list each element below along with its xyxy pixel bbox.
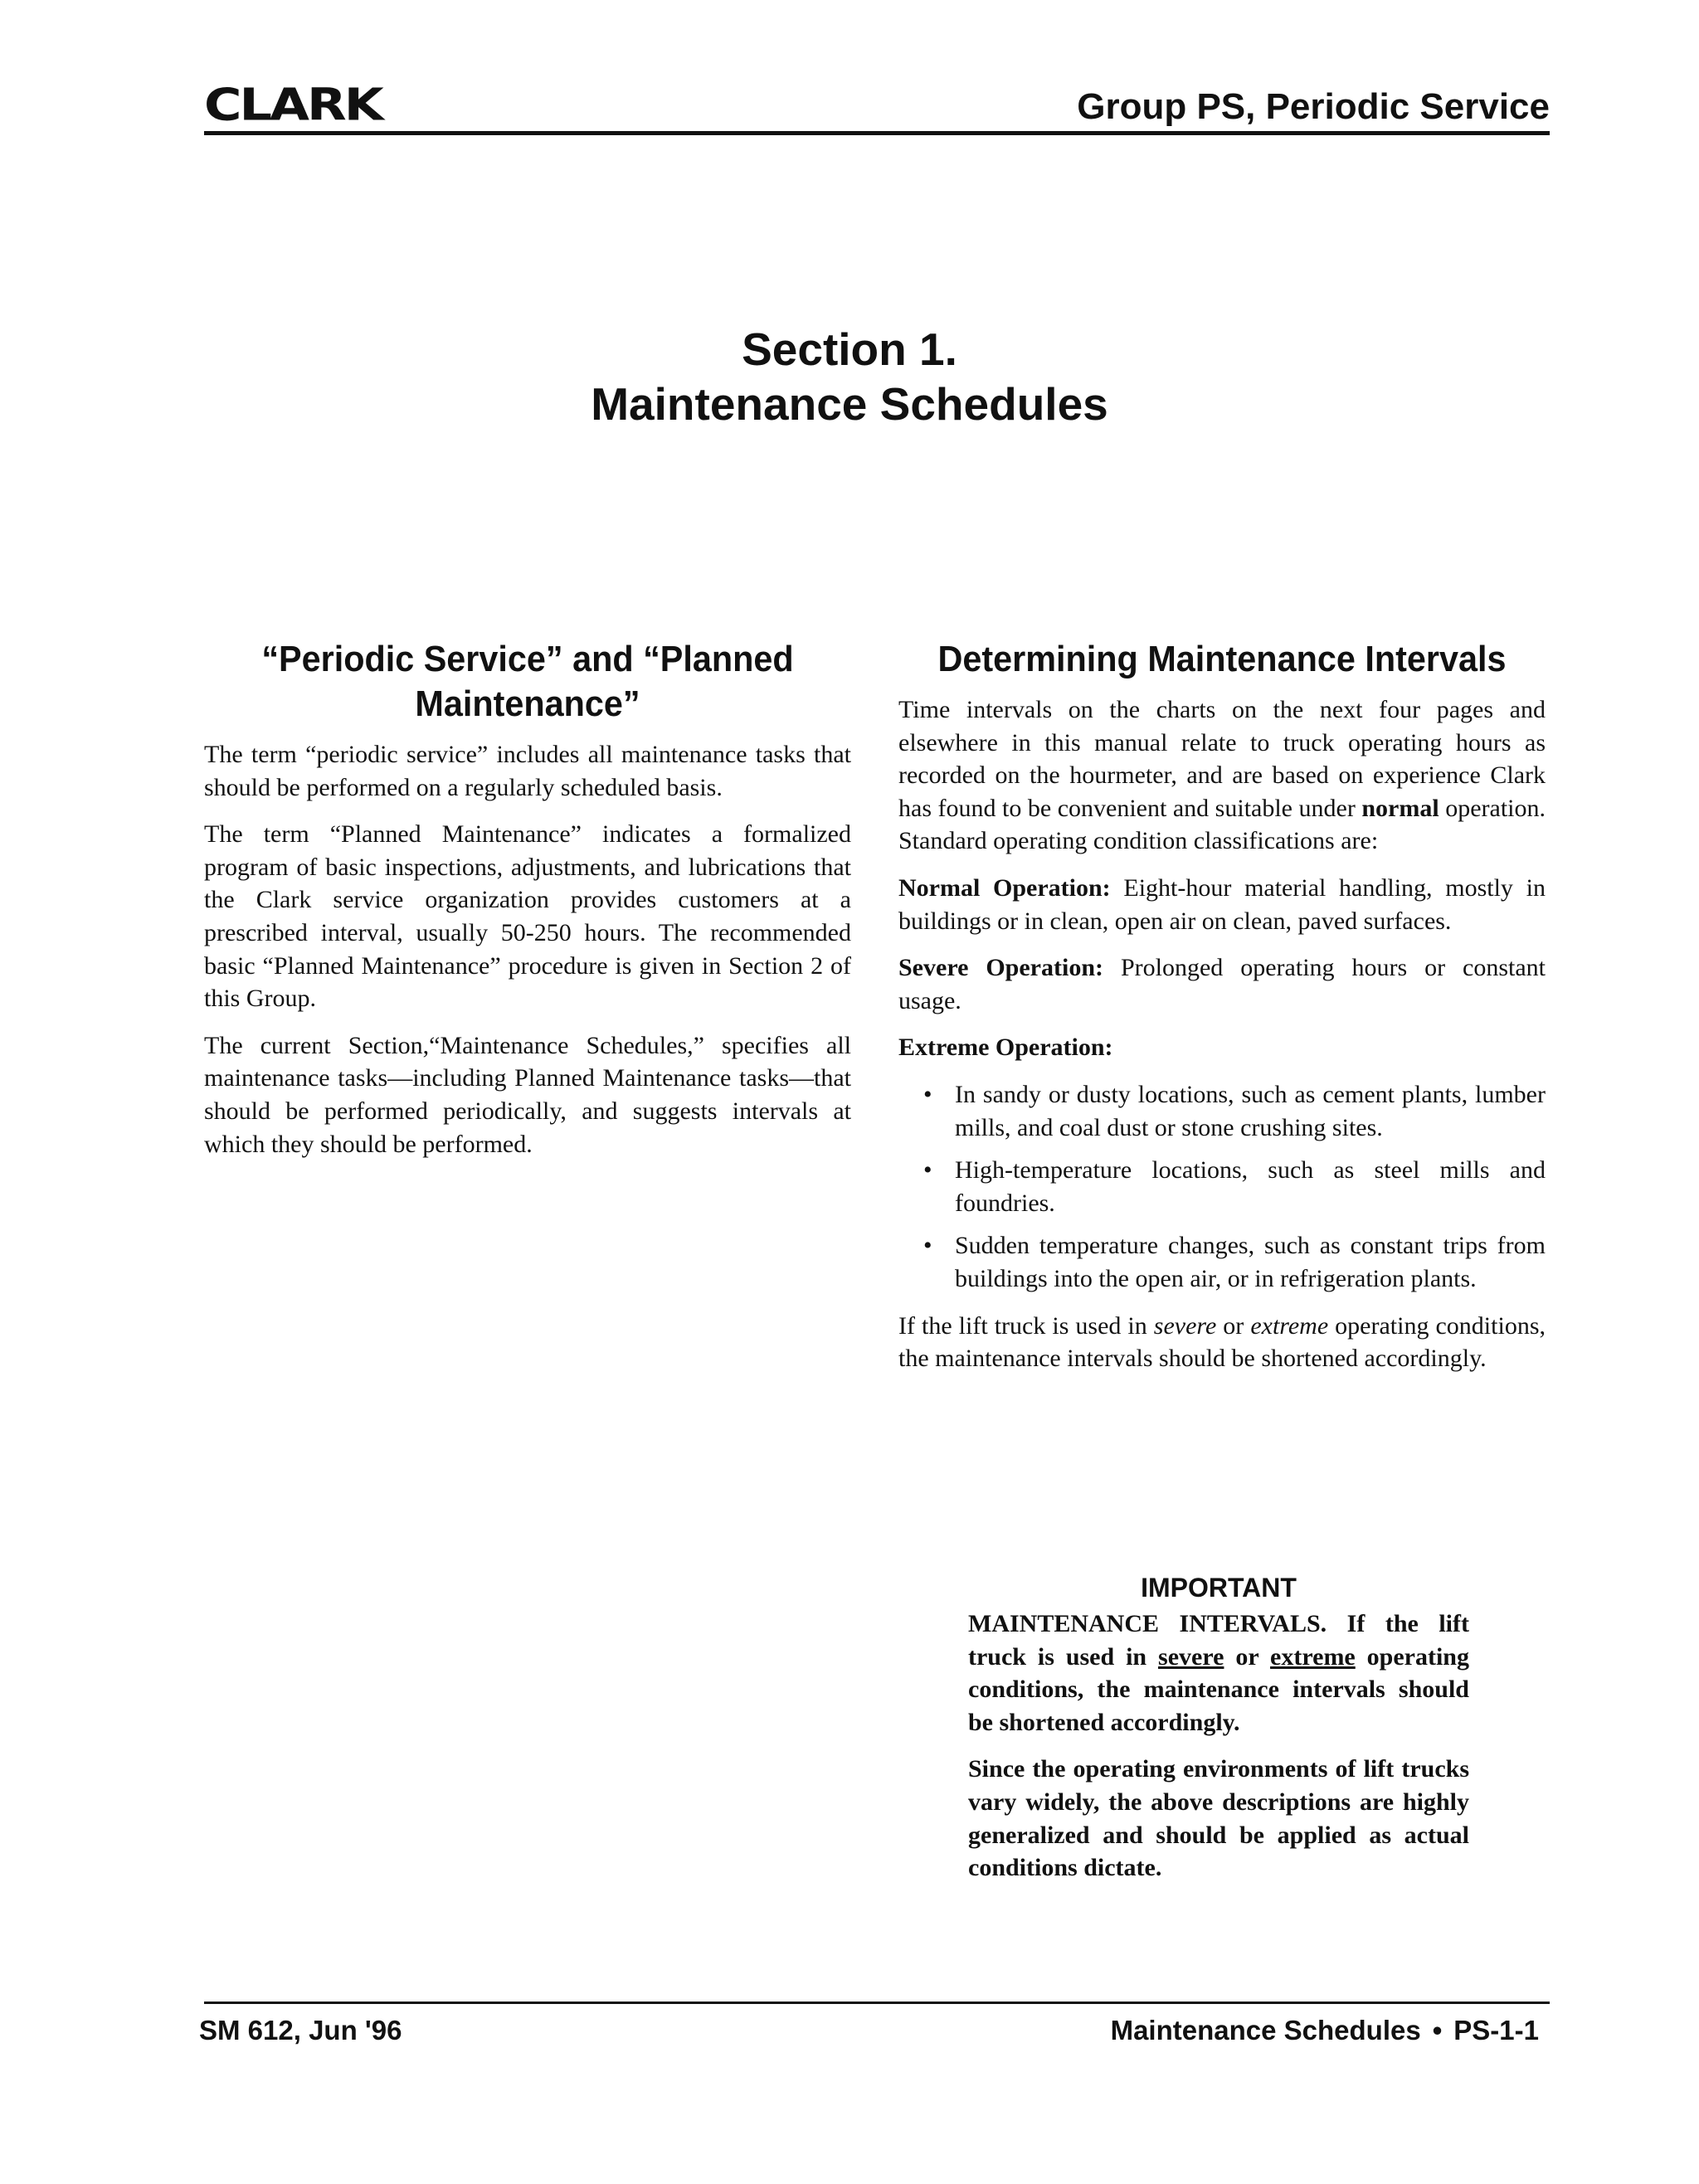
header-rule <box>204 131 1550 135</box>
section-title <box>0 322 1699 431</box>
severe-operation-label: Severe Operation: <box>898 954 1104 982</box>
footer-page-info <box>1111 2014 1539 2047</box>
section-name: Maintenance Schedules <box>591 378 1108 430</box>
group-title: Group PS, Periodic Service <box>1077 86 1550 127</box>
extreme-operation-list <box>898 1078 1546 1296</box>
footer-section-title: Maintenance Schedules <box>1110 2015 1421 2045</box>
list-item: • Sudden temperature changes, such as constant trips from buildings into the open air, or in refrigeration plants. <box>955 1229 1546 1295</box>
footer-rule <box>204 2002 1550 2004</box>
extreme-operation-label: Extreme Operation: <box>898 1034 1113 1062</box>
left-column <box>204 637 851 1175</box>
left-paragraph-3: The current Section,“Maintenance Schedules,” specifies all maintenance tasks—including Planned Maintenance tasks—that should be performed periodically, and suggests intervals at which they should be performed. <box>204 1031 851 1158</box>
left-heading-line2: Maintenance” <box>415 683 640 724</box>
important-paragraph-1: MAINTENANCE INTERVALS. If the lift truck is used in severe or extreme operating conditions, the maintenance intervals should be shortened accordingly. <box>968 1610 1469 1736</box>
footer-separator: • <box>1432 2015 1443 2045</box>
important-paragraph-2: Since the operating environments of lift trucks vary widely, the above descriptions are highly generalized and should be applied as actual conditions dictate. <box>968 1755 1469 1882</box>
intervals-intro: Time intervals on the charts on the next four pages and elsewhere in this manual relate to truck operating hours as recorded on the hourmeter, and are based on experience Clark has found to be convenient and suitable under normal operation. Standard operating condition classifications are: <box>898 696 1546 855</box>
right-heading: Determining Maintenance Intervals <box>937 639 1507 679</box>
section-number: Section 1. <box>742 323 957 375</box>
clark-logo: CLARK <box>204 78 382 131</box>
severe-operation: Severe Operation: Prolonged operating hours or constant usage. <box>898 954 1546 1014</box>
page-number: PS-1-1 <box>1453 2015 1539 2045</box>
list-item: • High-temperature locations, such as steel mills and foundries. <box>955 1154 1546 1219</box>
left-paragraph-1: The term “periodic service” includes all maintenance tasks that should be performed on a regularly scheduled basis. <box>204 741 851 801</box>
left-heading-line1: “Periodic Service” and “Planned <box>261 639 794 679</box>
left-heading <box>223 637 831 727</box>
list-item: • In sandy or dusty locations, such as cement plants, lumber mills, and coal dust or stone crushing sites. <box>955 1078 1546 1144</box>
bullet-icon: • <box>923 1232 932 1260</box>
extreme-operation <box>898 1031 1546 1064</box>
right-column <box>898 637 1546 1389</box>
bullet-icon: • <box>923 1080 932 1108</box>
important-notice <box>968 1571 1469 1899</box>
footer-manual-id: SM 612, Jun '96 <box>199 2015 402 2045</box>
normal-operation-label: Normal Operation: <box>898 873 1111 902</box>
closing-paragraph: If the lift truck is used in severe or extreme operating conditions, the maintenance intervals should be shortened accordingly. <box>898 1311 1546 1373</box>
bullet-icon: • <box>923 1156 932 1184</box>
normal-operation: Normal Operation: Eight-hour material handling, mostly in buildings or in clean, open air on clean, paved surfaces. <box>898 873 1546 935</box>
left-paragraph-2: The term “Planned Maintenance” indicates a formalized program of basic inspections, adjustments, and lubrications that the Clark service organization provides customers at a prescribed interval, usually 50-250 hours. The recommended basic “Planned Maintenance” procedure is given in Section 2 of this Group. <box>204 820 851 1013</box>
important-heading: IMPORTANT <box>1141 1573 1297 1603</box>
